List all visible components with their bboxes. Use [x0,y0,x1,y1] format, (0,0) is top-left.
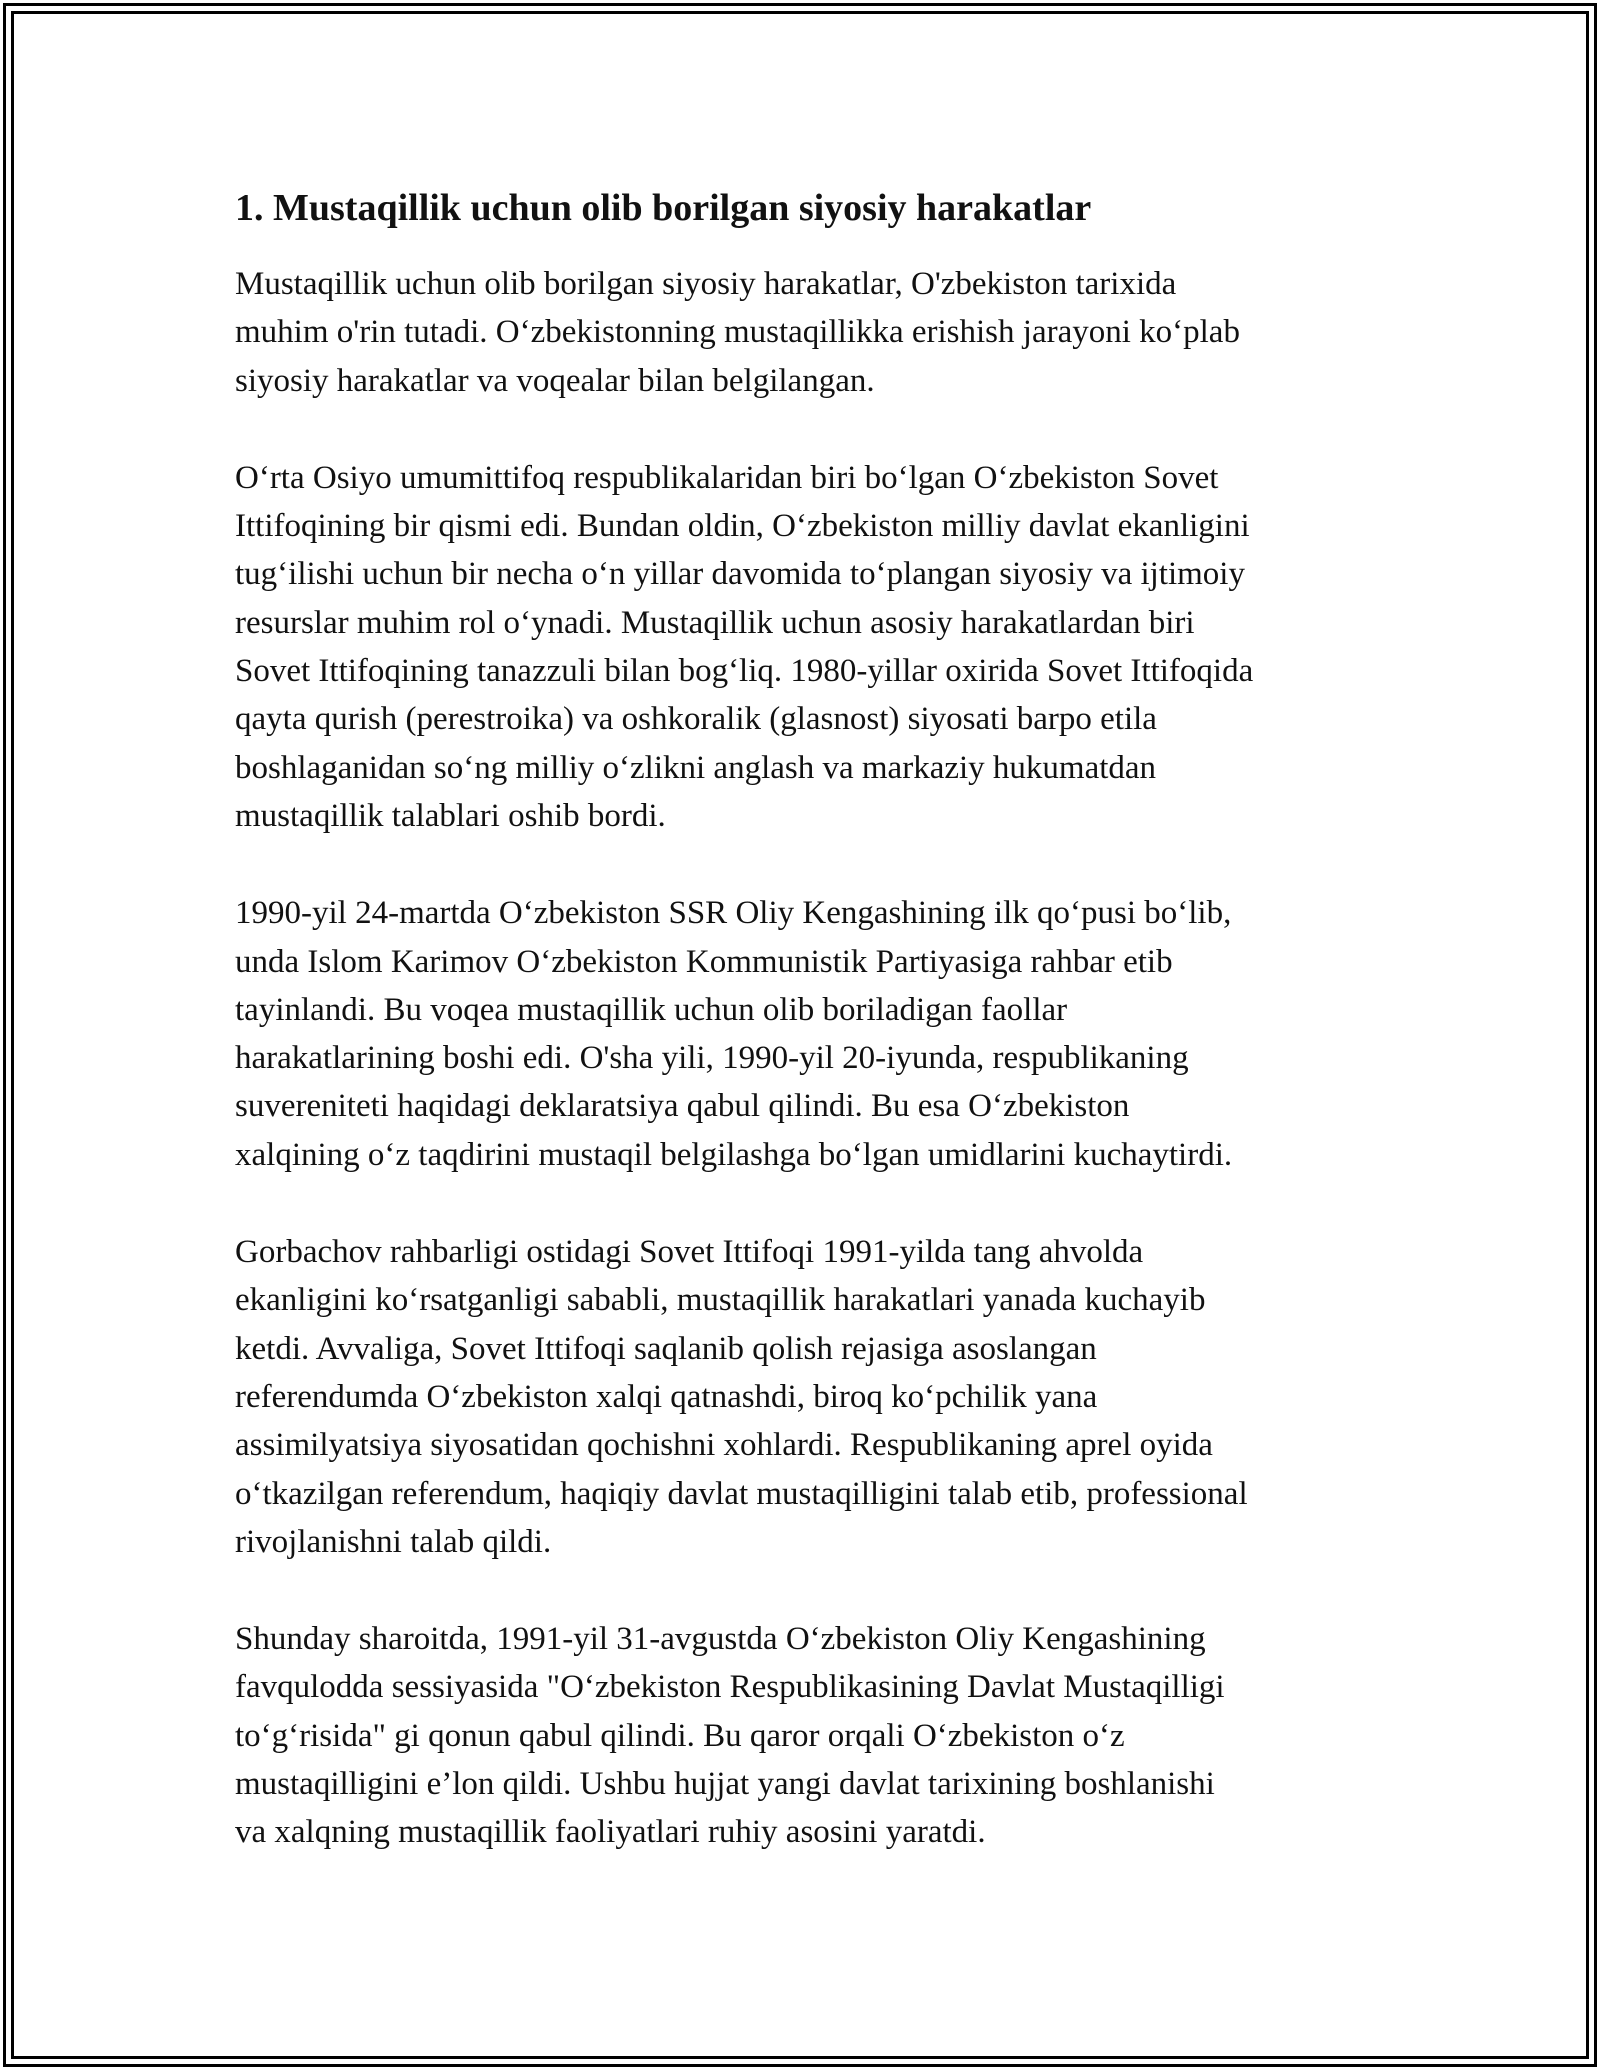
paragraph-line: o‘tkazilgan referendum, haqiqiy davlat mustaqilligini talab etib, professional [235,1475,1248,1512]
document-body [235,184,1395,1906]
paragraph-line: mustaqillik talablari oshib bordi. [235,797,666,834]
paragraph-line: Mustaqillik uchun olib borilgan siyosiy harakatlar, O'zbekiston tarixida [235,266,1177,302]
paragraph-line: tayinlandi. Bu voqea mustaqillik uchun olib boriladigan faollar [235,991,1068,1028]
paragraph-line: tug‘ilishi uchun bir necha o‘n yillar davomida to‘plangan siyosiy va ijtimoiy [235,556,1245,593]
paragraph-line: ekanligini ko‘rsatganligi sababli, mustaqillik harakatlari yanada kuchayib [235,1282,1206,1319]
paragraph-line: unda Islom Karimov O‘zbekiston Kommunistik Partiyasiga rahbar etib [235,943,1173,980]
paragraph [235,1228,1395,1566]
paragraph-line: qayta qurish (perestroika) va oshkoralik (glasnost) siyosati barpo etila [235,701,1157,738]
paragraph-line: mustaqilligini e’lon qildi. Ushbu hujjat yangi davlat tarixining boshlanishi [235,1766,1215,1803]
section-heading: 1. Mustaqillik uchun olib borilgan siyosiy harakatlar [235,187,1092,229]
paragraph-line: Shunday sharoitda, 1991-yil 31-avgustda O‘zbekiston Oliy Kengashining [235,1621,1206,1658]
paragraph [235,889,1395,1179]
paragraph-line: suvereniteti haqidagi deklaratsiya qabul qilindi. Bu esa O‘zbekiston [235,1088,1130,1125]
paragraph-line: 1990-yil 24-martda O‘zbekiston SSR Oliy Kengashining ilk qo‘pusi bo‘lib, [235,895,1232,932]
paragraph-line: O‘rta Osiyo umumittifoq respublikalaridan biri bo‘lgan O‘zbekiston Sovet [235,459,1219,496]
paragraph-line: ketdi. Avvaliga, Sovet Ittifoqi saqlanib qolish rejasiga asoslangan [235,1330,1097,1367]
paragraph-line: va xalqning mustaqillik faoliyatlari ruhiy asosini yaratdi. [235,1814,986,1851]
paragraph-line: favqulodda sessiyasida "O‘zbekiston Respublikasining Davlat Mustaqilligi [235,1669,1225,1706]
paragraph-line: referendumda O‘zbekiston xalqi qatnashdi, biroq ko‘pchilik yana [235,1378,1098,1415]
paragraph [235,1615,1395,1856]
paragraph-line: xalqining o‘z taqdirini mustaqil belgilashga bo‘lgan umidlarini kuchaytirdi. [235,1136,1233,1173]
paragraph-line: boshlaganidan so‘ng milliy o‘zlikni anglash va markaziy hukumatdan [235,749,1157,786]
paragraph-line: muhim o'rin tutadi. O‘zbekistonning mustaqillikka erishish jarayoni ko‘plab [235,314,1240,351]
paragraph-line: rivojlanishni talab qildi. [235,1523,552,1560]
paragraph [235,454,1395,840]
paragraph [235,260,1395,405]
paragraph-list [235,260,1395,1857]
paragraph-line: Gorbachov rahbarligi ostidagi Sovet Ittifoqi 1991-yilda tang ahvolda [235,1234,1144,1271]
paragraph-line: to‘g‘risida" gi qonun qabul qilindi. Bu qaror orqali O‘zbekiston o‘z [235,1717,1125,1754]
paragraph-line: Ittifoqining bir qismi edi. Bundan oldin, O‘zbekiston milliy davlat ekanligini [235,508,1250,545]
paragraph-line: siyosiy harakatlar va voqealar bilan belgilangan. [235,362,875,399]
paragraph-line: harakatlarining boshi edi. O'sha yili, 1990-yil 20-iyunda, respublikaning [235,1040,1189,1077]
paragraph-line: assimilyatsiya siyosatidan qochishni xohlardi. Respublikaning aprel oyida [235,1427,1213,1464]
paragraph-line: resurslar muhim rol o‘ynadi. Mustaqillik uchun asosiy harakatlardan biri [235,604,1195,641]
paragraph-line: Sovet Ittifoqining tanazzuli bilan bog‘liq. 1980-yillar oxirida Sovet Ittifoqida [235,653,1254,690]
